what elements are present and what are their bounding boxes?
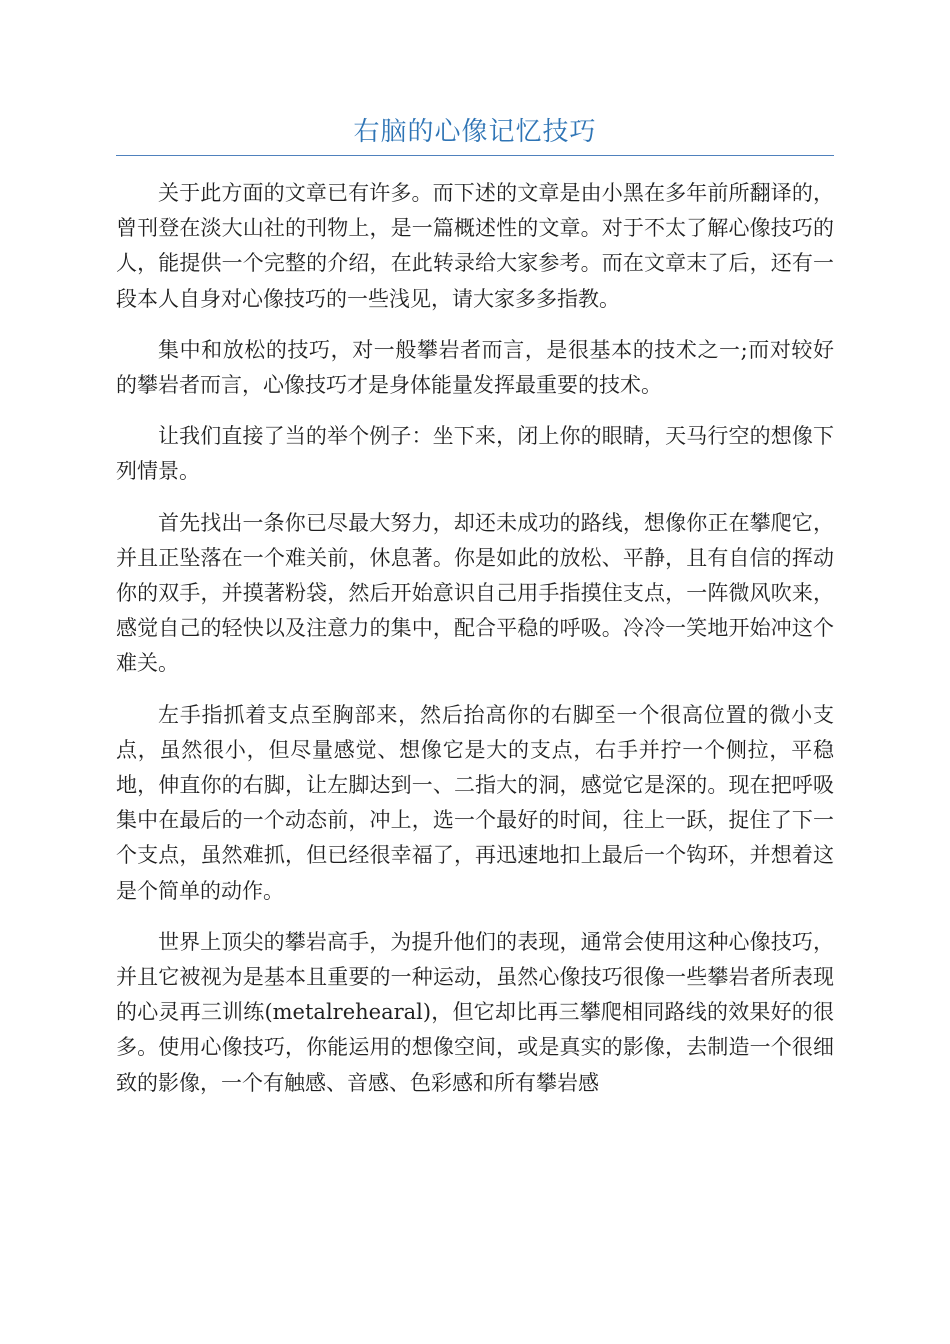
title-block xyxy=(116,112,834,156)
paragraph-moves: 左手指抓着支点至胸部来，然后抬高你的右脚至一个很高位置的微小支点，虽然很小，但尽量感觉、想像它是大的支点，右手并拧一个侧拉，平稳地，伸直你的右脚，让左脚达到一、二指大的洞，感觉它是深的。现在把呼吸集中在最后的一个动态前，冲上，选一个最好的时间，往上一跃，捉住了下一个支点，虽然难抓，但已经很幸福了，再迅速地扣上最后一个钩环，并想着这是个简单的动作。 xyxy=(116,702,834,903)
paragraph-route: 首先找出一条你已尽最大努力，却还未成功的路线，想像你正在攀爬它，并且正坠落在一个难关前，休息著。你是如此的放松、平静，且有自信的挥动你的双手，并摸著粉袋，然后开始意识自己用手指摸住支点，一阵微风吹来，感觉自己的轻快以及注意力的集中，配合平稳的呼吸。冷冷一笑地开始冲这个难关。 xyxy=(116,510,834,676)
title-underline xyxy=(116,155,834,156)
document-title: 右脑的心像记忆技巧 xyxy=(353,117,597,147)
paragraph-top-climbers: 世界上顶尖的攀岩高手，为提升他们的表现，通常会使用这种心像技巧，并且它被视为是基本且重要的一种运动，虽然心像技巧很像一些攀岩者所表现的心灵再三训练(metalrehearal)，但它却比再三攀爬相同路线的效果好的很多。使用心像技巧，你能运用的想像空间，或是真实的影像，去制造一个很细致的影像，一个有触感、音感、色彩感和所有攀岩感 xyxy=(116,929,834,1095)
paragraph-concentration: 集中和放松的技巧，对一般攀岩者而言，是很基本的技术之一;而对较好的攀岩者而言，心像技巧才是身体能量发挥最重要的技术。 xyxy=(116,337,834,398)
paragraph-intro: 关于此方面的文章已有许多。而下述的文章是由小黑在多年前所翻译的，曾刊登在淡大山社的刊物上，是一篇概述性的文章。对于不太了解心像技巧的人，能提供一个完整的介绍，在此转录给大家参考。而在文章末了后，还有一段本人自身对心像技巧的一些浅见，请大家多多指教。 xyxy=(116,181,834,311)
document-body xyxy=(116,176,834,1117)
paragraph-example: 让我们直接了当的举个例子：坐下来，闭上你的眼睛，天马行空的想像下列情景。 xyxy=(116,424,834,484)
